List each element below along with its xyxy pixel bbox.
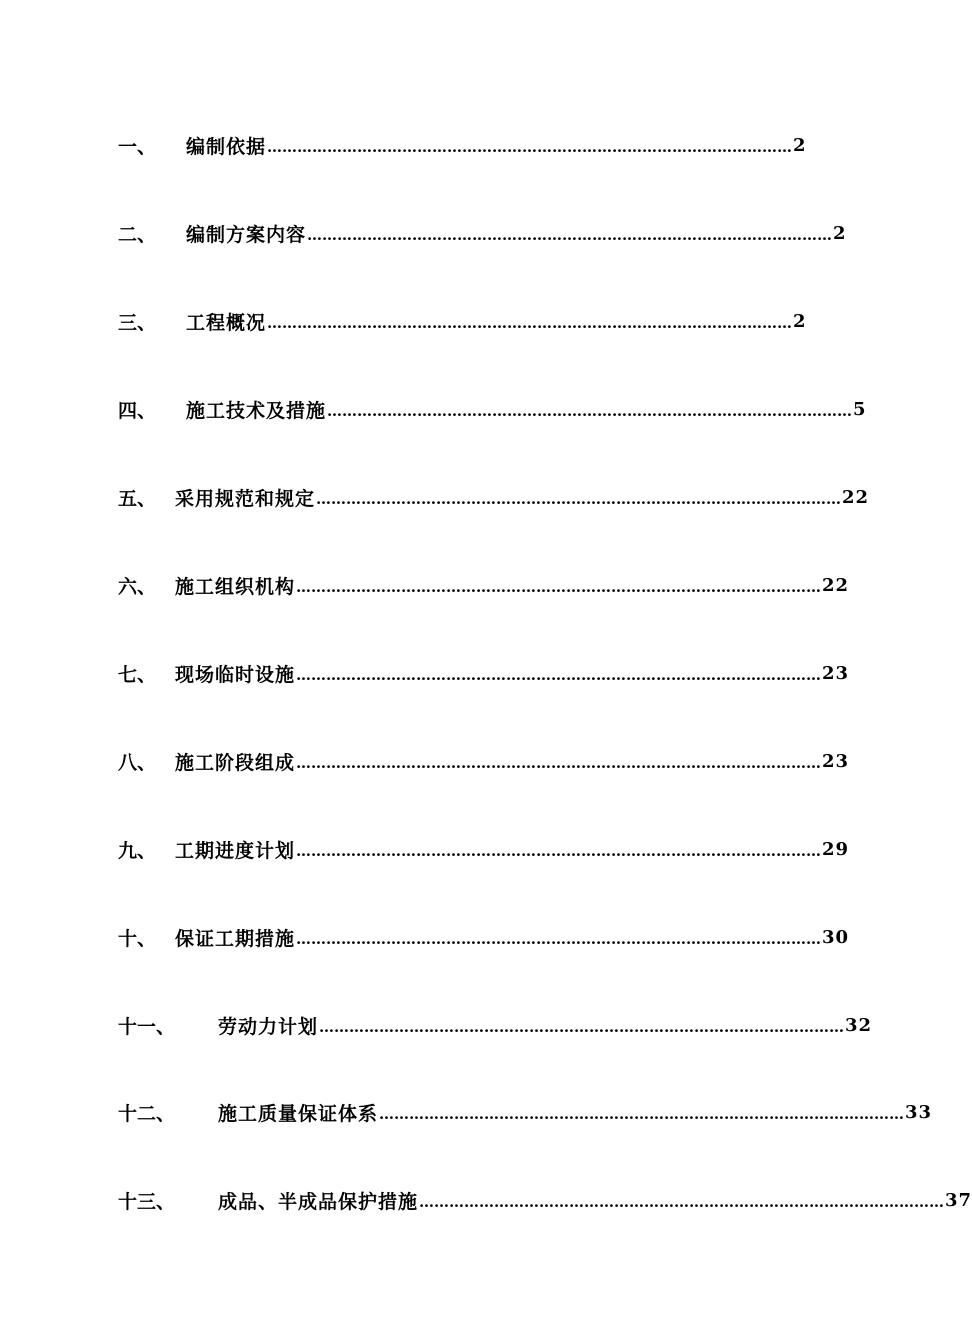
toc-entry-number: 三、	[118, 311, 157, 334]
toc-entry-number: 八、	[118, 751, 157, 774]
toc-entry-page: 2	[793, 310, 807, 332]
toc-entry-page: 23	[822, 750, 850, 772]
toc-dot-leader: ……………………………………………………………………………………………	[296, 842, 822, 860]
toc-entry-12[interactable]	[118, 1097, 933, 1127]
toc-dot-leader: ……………………………………………………………………………………………	[296, 666, 822, 684]
toc-entry-10[interactable]	[118, 922, 850, 952]
toc-entry-page: 5	[853, 398, 867, 420]
toc-dot-leader: ……………………………………………………………………………………………	[327, 402, 853, 420]
toc-dot-leader: ……………………………………………………………………………………………	[379, 1105, 905, 1123]
toc-entry-4[interactable]	[118, 394, 867, 424]
toc-entry-number: 九、	[118, 839, 157, 862]
toc-entry-title: 现场临时设施	[175, 663, 296, 686]
toc-entry-title: 采用规范和规定	[175, 487, 316, 510]
toc-dot-leader: ……………………………………………………………………………………………	[267, 314, 793, 332]
toc-dot-leader: ……………………………………………………………………………………………	[296, 578, 822, 596]
toc-entry-number: 四、	[118, 399, 157, 422]
toc-entry-2[interactable]	[118, 218, 847, 248]
toc-dot-leader: ……………………………………………………………………………………………	[319, 1018, 845, 1036]
toc-entry-title: 施工组织机构	[175, 575, 296, 598]
toc-dot-leader: ……………………………………………………………………………………………	[267, 138, 793, 156]
toc-entry-5[interactable]	[118, 482, 870, 512]
toc-entry-title: 施工质量保证体系	[218, 1102, 379, 1125]
toc-entry-9[interactable]	[118, 834, 850, 864]
toc-entry-number: 七、	[118, 663, 157, 686]
toc-entry-page: 2	[833, 222, 847, 244]
toc-entry-number: 二、	[118, 223, 157, 246]
toc-entry-8[interactable]	[118, 746, 850, 776]
toc-entry-number: 六、	[118, 575, 157, 598]
toc-entry-page: 22	[842, 486, 870, 508]
toc-entry-title: 工期进度计划	[175, 839, 296, 862]
toc-entry-1[interactable]	[118, 130, 807, 160]
toc-entry-7[interactable]	[118, 658, 850, 688]
toc-dot-leader: ……………………………………………………………………………………………	[307, 226, 833, 244]
toc-dot-leader: ……………………………………………………………………………………………	[316, 490, 842, 508]
toc-entry-page: 2	[793, 134, 807, 156]
toc-entry-13[interactable]	[118, 1185, 972, 1215]
toc-entry-11[interactable]	[118, 1010, 873, 1040]
toc-entry-page: 32	[845, 1014, 873, 1036]
toc-entry-number: 十、	[118, 927, 157, 950]
toc-entry-page: 30	[822, 926, 850, 948]
toc-entry-page: 22	[822, 574, 850, 596]
toc-entry-title: 施工阶段组成	[175, 751, 296, 774]
toc-entry-title: 编制方案内容	[186, 223, 307, 246]
toc-entry-title: 施工技术及措施	[186, 399, 327, 422]
toc-entry-page: 23	[822, 662, 850, 684]
toc-entry-page: 29	[822, 838, 850, 860]
toc-entry-number: 一、	[118, 135, 157, 158]
toc-entry-title: 工程概况	[186, 311, 267, 334]
toc-entry-number: 十二、	[118, 1102, 176, 1125]
toc-entry-title: 编制依据	[186, 135, 267, 158]
toc-entry-6[interactable]	[118, 570, 850, 600]
toc-entry-3[interactable]	[118, 306, 807, 336]
toc-dot-leader: ……………………………………………………………………………………………	[419, 1193, 945, 1211]
toc-entry-page: 33	[905, 1101, 933, 1123]
toc-dot-leader: ……………………………………………………………………………………………	[296, 754, 822, 772]
toc-entry-page: 37	[945, 1189, 972, 1211]
toc-dot-leader: ……………………………………………………………………………………………	[296, 930, 822, 948]
toc-entry-title: 保证工期措施	[175, 927, 296, 950]
toc-entry-title: 劳动力计划	[218, 1015, 319, 1038]
toc-entry-number: 十三、	[118, 1190, 176, 1213]
toc-entry-number: 十一、	[118, 1015, 176, 1038]
toc-entry-title: 成品、半成品保护措施	[218, 1190, 419, 1213]
toc-entry-number: 五、	[118, 487, 157, 510]
